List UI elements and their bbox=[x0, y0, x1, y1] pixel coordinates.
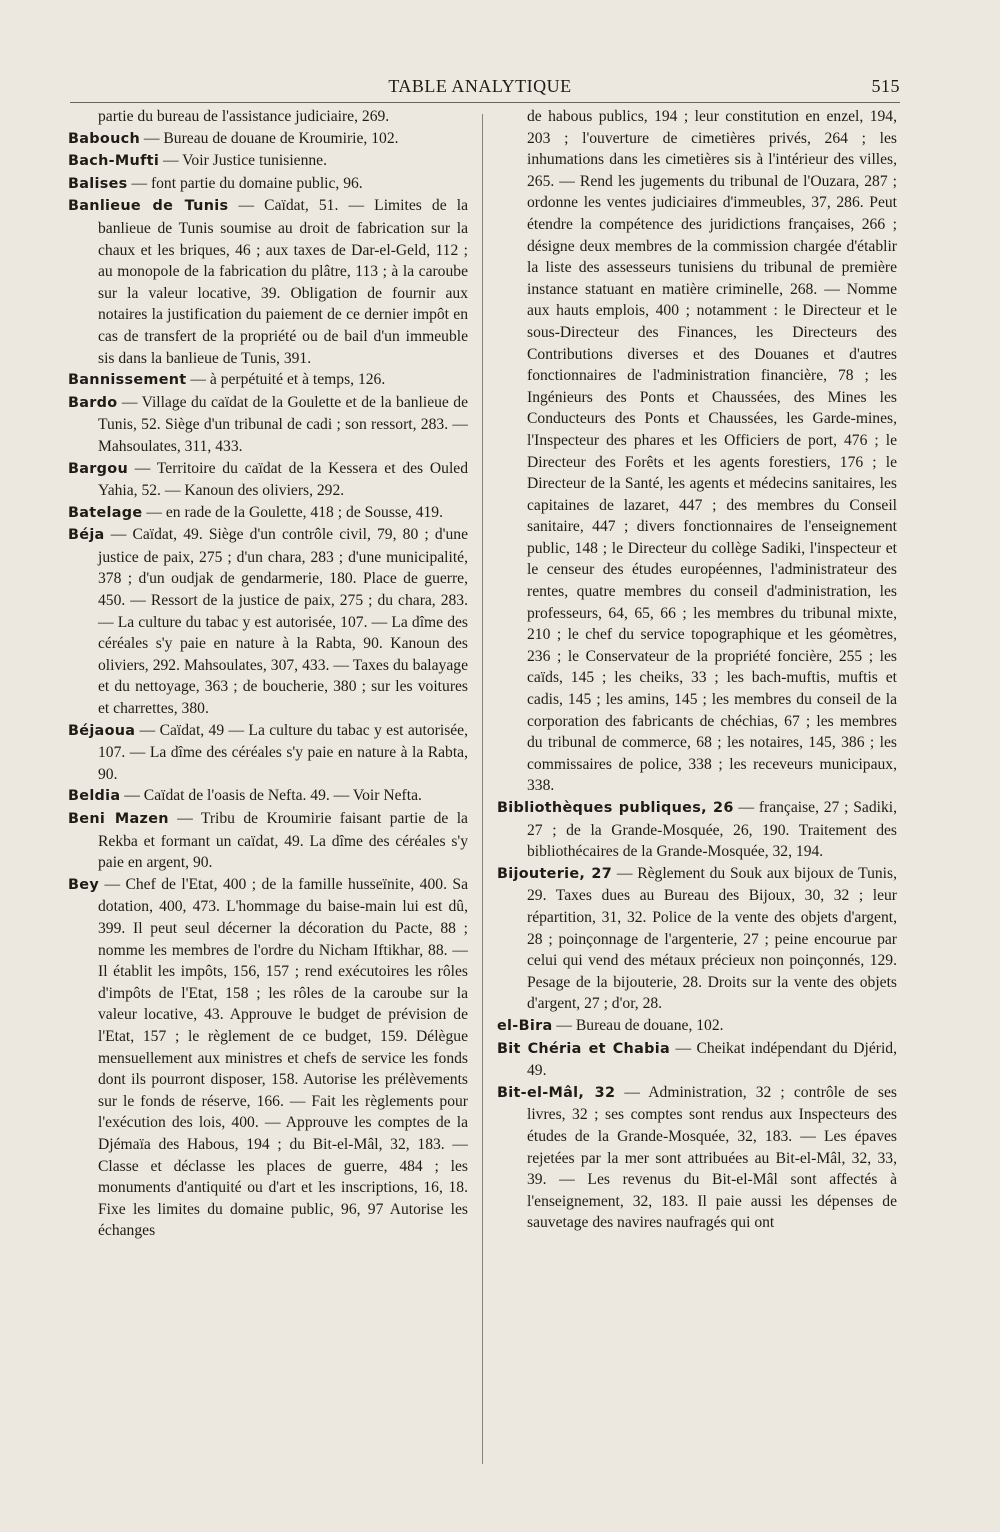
entry-headword: Bannissement bbox=[68, 372, 187, 389]
index-entry bbox=[68, 392, 468, 458]
index-entry bbox=[68, 874, 468, 1242]
right-column bbox=[497, 106, 897, 1234]
entry-text: — Voir Justice tunisienne. bbox=[159, 152, 327, 170]
index-entry bbox=[497, 1082, 897, 1234]
index-entry bbox=[497, 1015, 897, 1038]
entry-headword: Beni Mazen bbox=[68, 811, 169, 827]
index-entry bbox=[68, 369, 468, 392]
entry-headword: Batelage bbox=[68, 504, 143, 521]
index-entry bbox=[68, 720, 468, 786]
running-header bbox=[60, 74, 900, 104]
index-entry bbox=[68, 502, 468, 525]
left-column bbox=[68, 106, 468, 1242]
entry-headword: Bardo bbox=[68, 394, 118, 411]
entry-headword: Bey bbox=[68, 876, 100, 893]
index-entry bbox=[497, 863, 897, 1015]
entry-headword: Beldia bbox=[68, 788, 121, 805]
entry-text: — Village du caïdat de la Goulette et de la banlieue de Tunis, 52. Siège d'un tribunal de cadi ; son ressort, 283. — Mahsoulates, 311, 433. bbox=[98, 393, 468, 455]
index-entry bbox=[68, 195, 468, 369]
index-entry bbox=[68, 524, 468, 719]
entry-text: — Caïdat, 49. Siège d'un contrôle civil, 79, 80 ; d'une justice de paix, 275 ; d'un chara, 283 ; d'une municipalité, 378 ; d'un oudjak de gendarmerie, 180. Place de guerre, 450. — Ressort de la justice de paix, 275 ; du chara, 283. — La culture du tabac y est autorisée, 107. — La dîme des céréales s'y paie en nature à la Rabta, 90. Kanoun des oliviers, 292. Mahsoulates, 307, 433. — Taxes du balayage et du nettoyage, 363 ; de boucherie, 380 ; sur les voitures et charrettes, 380. bbox=[98, 526, 468, 718]
entry-text: — Caïdat de l'oasis de Nefta. 49. — Voir Nefta. bbox=[120, 787, 422, 805]
entry-headword: Balises bbox=[68, 175, 128, 192]
entry-headword: Babouch bbox=[68, 130, 140, 147]
entry-text: — Caïdat, 49 — La culture du tabac y est autorisée, 107. — La dîme des céréales s'y paie en nature à la Rabta, 90. bbox=[98, 721, 468, 783]
index-entry bbox=[68, 808, 468, 874]
entry-headword: Bit Chéria et Chabia bbox=[497, 1040, 670, 1057]
entry-text: — à perpétuité et à temps, 126. bbox=[186, 371, 386, 389]
column-divider bbox=[482, 114, 483, 1464]
header-rule bbox=[70, 102, 900, 103]
entry-text: — Cheikat indépendant du Djérid, 49. bbox=[527, 1039, 897, 1080]
entry-headword: el-Bira bbox=[497, 1017, 553, 1034]
entry-headword: Bargou bbox=[68, 460, 129, 477]
entry-text: — en rade de la Goulette, 418 ; de Sousse, 419. bbox=[142, 503, 443, 521]
entry-headword: Béja bbox=[68, 527, 105, 544]
entry-headword: Béjaoua bbox=[68, 722, 136, 739]
entry-headword: Banlieue de Tunis bbox=[68, 198, 229, 215]
index-entry bbox=[68, 785, 468, 808]
entry-text: — Territoire du caïdat de la Kessera et des Ouled Yahia, 52. — Kanoun des oliviers, 292. bbox=[98, 459, 468, 500]
index-entry: de habous publics, 194 ; leur constitution en enzel, 194, 203 ; l'ouverture de cimetières privés, 264 ; les inhumations dans les cimetières sis à l'intérieur des villes, 265. — Rend les jugements du tribunal de l'Ouzara, 287 ; ordonne les ventes judiciaires d'immeubles, 37, 286. Peut étendre la compétence des juridictions françaises, 266 ; désigne deux membres de la commission chargée d'établir la liste des assesseurs tunisiens du tribunal de première instance statuant en matière criminelle, 268. — Nomme aux hauts emplois, 400 ; notamment : le Directeur et le sous-Directeur des Finances, les Directeurs des Contributions diverses et des Douanes et d'autres fonctionnaires de l'administration financière, 78 ; les Ingénieurs des Ponts et Chaussées, des Mines les Conducteurs des Ponts et Chaussées, les Garde-mines, l'Inspecteur des phares et les Officiers de port, 476 ; le Directeur des Forêts et les agents forestiers, 176 ; le Directeur de la Santé, les agents et médecins sanitaires, les capitaines de lazaret, 447 ; des membres du Conseil sanitaire, 447 ; divers fonctionnaires de l'enseignement public, 148 ; le Directeur du collège Sadiki, l'inspecteur et le censeur des études européennes, l'administrateur des rentes, quatre membres du conseil d'administration, les professeurs, 64, 65, 66 ; les membres du tribunal mixte, 210 ; le chef du service topographique et les géomètres, 236 ; le Conservateur de la propriété foncière, 255 ; les caïds, 145 ; les cheiks, 33 ; les bach-muftis, muftis et cadis, 145 ; les amins, 145 ; les membres du conseil de la corporation des fabricants de chéchias, 67 ; les membres du tribunal de commerce, 68 ; les notaires, 145, 386 ; les commissaires de police, 338 ; les receveurs municipaux, 338. bbox=[527, 108, 897, 795]
index-entry bbox=[68, 128, 468, 151]
page-number: 515 bbox=[871, 76, 900, 96]
page-title: TABLE ANALYTIQUE bbox=[388, 76, 572, 96]
index-entry bbox=[68, 173, 468, 196]
entry-headword: Bit-el-Mâl, 32 bbox=[497, 1084, 616, 1101]
entry-headword: Bijouterie, 27 bbox=[497, 865, 613, 882]
entry-text: — Bureau de douane, 102. bbox=[552, 1016, 724, 1034]
entry-headword: Bach-Mufti bbox=[68, 153, 160, 170]
index-entry bbox=[497, 1038, 897, 1082]
entry-text: — Caïdat, 51. — Limites de la banlieue de Tunis soumise au droit de fabrication sur la chaux et les briques, 46 ; aux taxes de Dar-el-Geld, 112 ; au monopole de la fabrication du plâtre, 113 ; à la caroube sur la valeur locative, 39. Obligation de fournir aux notaires la justification du paiement de ce dernier impôt en cas de transfert de la propriété ou de bail d'un immeuble sis dans la banlieue de Tunis, 391. bbox=[98, 197, 468, 367]
entry-text: — Règlement du Souk aux bijoux de Tunis, 29. Taxes dues au Bureau des Bijoux, 30, 32 ; leur répartition, 31, 32. Police de la vente des objets d'argent, 28 ; poinçonnage de l'argenterie, 27 ; peine encourue par celui qui vend des métaux précieux non poinçonnés, 129. Pesage de la bijouterie, 28. Droits sur la vente des objets d'argent, 27 ; d'or, 28. bbox=[527, 864, 897, 1013]
index-entry bbox=[497, 797, 897, 863]
entry-text: — Administration, 32 ; contrôle de ses livres, 32 ; ses comptes sont rendus aux Inspecteurs des études de la Grande-Mosquée, 32, 183. — Les épaves rejetées par la mer sont attribuées au Bit-el-Mâl, 32, 33, 39. — Les revenus du Bit-el-Mâl sont affectés à l'enseignement, 32, 183. Il paie aussi les dépenses de sauvetage des navires naufragés qui ont bbox=[527, 1083, 897, 1232]
entry-text: — Chef de l'Etat, 400 ; de la famille husseïnite, 400. Sa dotation, 400, 473. L'hommage du baise-main lui est dû, 399. Il peut seul décerner la décoration du Pacte, 88 ; nomme les membres de l'ordre du Nicham Iftikhar, 88. — Il établit les impôts, 156, 157 ; rend exécutoires les rôles d'impôts de l'Etat, 158 ; les rôles de la caroube sur la valeur locative, 43. Approuve le budget de prévision de l'Etat, 157 ; le règlement de ce budget, 159. Délègue mensuellement aux ministres et chefs de service les fonds dont ils pourront disposer, 158. Autorise les prélèvements sur le fonds de réserve, 166. — Fait les règlements pour l'exécution des lois, 400. — Approuve les comptes de la Djémaïa des Habous, 194 ; du Bit-el-Mâl, 32, 183. — Classe et déclasse les places de guerre, 484 ; les monuments d'antiquité ou d'art et les inscriptions, 16, 18. Fixe les limites du domaine public, 96, 97 Autorise les échanges bbox=[98, 875, 468, 1240]
entry-text: — française, 27 ; Sadiki, 27 ; de la Grande-Mosquée, 26, 190. Traitement des bibliothécaires de la Grande-Mosquée, 32, 194. bbox=[527, 799, 897, 861]
index-entry bbox=[68, 458, 468, 502]
entry-text: — font partie du domaine public, 96. bbox=[127, 174, 363, 192]
entry-text: — Tribu de Kroumirie faisant partie de la Rekba et formant un caïdat, 49. La dîme des céréales s'y paie en argent, 90. bbox=[98, 810, 468, 872]
index-entry bbox=[68, 150, 468, 173]
index-entry: partie du bureau de l'assistance judiciaire, 269. bbox=[98, 108, 390, 125]
entry-headword: Bibliothèques publiques, 26 bbox=[497, 800, 734, 816]
entry-text: — Bureau de douane de Kroumirie, 102. bbox=[140, 129, 399, 147]
